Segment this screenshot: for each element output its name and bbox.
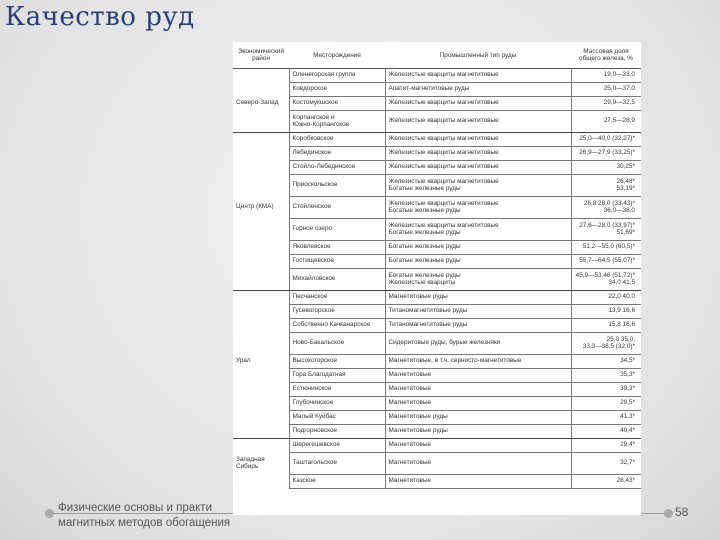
- iron-fraction-cell: 26,8 28,0 (33,43)* 36,0—38,0: [571, 197, 641, 219]
- iron-fraction-cell: 25,0—40,0 (32,27)*: [571, 133, 641, 147]
- ore-type-cell: Железистые кварциты магнетитовые: [385, 69, 571, 83]
- iron-fraction-cell: 34,5*: [571, 355, 641, 369]
- deposit-cell: Гостищевское: [289, 255, 385, 269]
- ore-type-cell: Апатит-магнетитовые руды: [385, 83, 571, 97]
- deposit-cell: Ковдорское: [289, 83, 385, 97]
- table-row: [233, 355, 641, 369]
- iron-fraction-cell: 25,0—37,0: [571, 83, 641, 97]
- region-cell: [233, 305, 289, 319]
- deposit-cell: Яковлевское: [289, 241, 385, 255]
- header-iron-fraction: Массовая доля общего железа, %: [571, 44, 641, 69]
- iron-fraction-cell: 27,5—28,9: [571, 111, 641, 133]
- deposit-cell: Подгорновское: [289, 425, 385, 439]
- ore-type-cell: Магнетитовые руды: [385, 425, 571, 439]
- region-cell: [233, 383, 289, 397]
- iron-fraction-cell: 29,4*: [571, 439, 641, 453]
- table-row: [233, 241, 641, 255]
- iron-fraction-cell: 29,9—32,5: [571, 97, 641, 111]
- region-cell: [233, 269, 289, 291]
- iron-fraction-cell: 41,3*: [571, 411, 641, 425]
- iron-fraction-cell: 15,8 16,6: [571, 319, 641, 333]
- deposit-cell: Стойленское: [289, 197, 385, 219]
- ore-type-cell: Магнетитовые: [385, 453, 571, 475]
- ore-type-cell: Магнетитовые: [385, 369, 571, 383]
- region-cell: [233, 319, 289, 333]
- table-row: [233, 197, 641, 219]
- iron-fraction-cell: 35,3*: [571, 369, 641, 383]
- ore-type-cell: Железистые кварциты магнетитовые Богатые железные руды: [385, 197, 571, 219]
- table-row: [233, 133, 641, 147]
- table-row: [233, 147, 641, 161]
- header-region: Экономический район: [233, 44, 289, 69]
- table-row: [233, 425, 641, 439]
- iron-fraction-cell: 13,9 16,6: [571, 305, 641, 319]
- table-row: [233, 69, 641, 83]
- table-row: [233, 333, 641, 355]
- table-row: [233, 453, 641, 475]
- iron-fraction-cell: 26,9—27,9 (33,25)*: [571, 147, 641, 161]
- ore-type-cell: Железистые кварциты магнетитовые Богатые железные руды: [385, 219, 571, 241]
- table-row: [233, 305, 641, 319]
- deposit-cell: Песчанское: [289, 291, 385, 305]
- region-cell: [233, 369, 289, 383]
- footer-bullet-right: [664, 509, 673, 518]
- region-cell: [233, 397, 289, 411]
- region-cell: Центр (КМА): [233, 197, 289, 219]
- ore-quality-table: [233, 44, 641, 489]
- region-cell: [233, 439, 289, 453]
- ore-type-cell: Железистые кварциты магнетитовые: [385, 161, 571, 175]
- table-row: [233, 439, 641, 453]
- table-row: [233, 219, 641, 241]
- region-cell: [233, 147, 289, 161]
- iron-fraction-cell: 26,48* 53,19*: [571, 175, 641, 197]
- deposit-cell: Глубочинское: [289, 397, 385, 411]
- iron-fraction-cell: 55,7—64,5 (55,07)*: [571, 255, 641, 269]
- table-header-row: [233, 44, 641, 69]
- table-scan: [233, 42, 641, 515]
- region-cell: [233, 255, 289, 269]
- deposit-cell: Коробковское: [289, 133, 385, 147]
- table-row: [233, 291, 641, 305]
- deposit-cell: Ново-Бакальское: [289, 333, 385, 355]
- region-cell: [233, 425, 289, 439]
- iron-fraction-cell: 19,0—33,0: [571, 69, 641, 83]
- iron-fraction-cell: 30,25*: [571, 161, 641, 175]
- iron-fraction-cell: 29,5*: [571, 397, 641, 411]
- ore-type-cell: Железистые кварциты магнетитовые: [385, 111, 571, 133]
- iron-fraction-cell: 28,43*: [571, 475, 641, 489]
- region-cell: Западная Сибирь: [233, 453, 289, 475]
- region-cell: [233, 241, 289, 255]
- region-cell: [233, 175, 289, 197]
- ore-type-cell: Железистые кварциты магнетитовые: [385, 97, 571, 111]
- table-row: [233, 111, 641, 133]
- region-cell: [233, 69, 289, 83]
- ore-type-cell: Титаномагнетитовые руды: [385, 305, 571, 319]
- deposit-cell: Костомукшское: [289, 97, 385, 111]
- region-cell: Урал: [233, 355, 289, 369]
- ore-type-cell: Богатые железные руды: [385, 255, 571, 269]
- deposit-cell: Высокогорское: [289, 355, 385, 369]
- deposit-cell: Казское: [289, 475, 385, 489]
- iron-fraction-cell: 45,9—53,46 (51,72)* 34,0 41,5: [571, 269, 641, 291]
- iron-fraction-cell: 32,7*: [571, 453, 641, 475]
- region-cell: [233, 475, 289, 489]
- iron-fraction-cell: 39,3*: [571, 383, 641, 397]
- ore-type-cell: Магнетитовые руды: [385, 291, 571, 305]
- ore-type-cell: Сидеритовые руды; бурые железняки: [385, 333, 571, 355]
- footer-caption-line-2: магнитных методов обогащения: [58, 517, 231, 529]
- header-deposit: Месторождение: [289, 44, 385, 69]
- table-row: [233, 97, 641, 111]
- ore-type-cell: Магнетитовые: [385, 475, 571, 489]
- page-number: 58: [675, 505, 689, 519]
- table-row: [233, 255, 641, 269]
- table-row: [233, 175, 641, 197]
- deposit-cell: Гора Благодатная: [289, 369, 385, 383]
- ore-type-cell: Железистые кварциты магнетитовые: [385, 133, 571, 147]
- slide-title: Качество руд: [5, 2, 195, 32]
- table-row: [233, 397, 641, 411]
- region-cell: [233, 133, 289, 147]
- ore-type-cell: Магнетитовые руды: [385, 411, 571, 425]
- deposit-cell: Малый Куйбас: [289, 411, 385, 425]
- iron-fraction-cell: 25,0 35,0, 33,3—38,5 (32,0)*: [571, 333, 641, 355]
- deposit-cell: Лебединское: [289, 147, 385, 161]
- region-cell: [233, 219, 289, 241]
- ore-type-cell: Железистые кварциты магнетитовые Богатые железные руды: [385, 175, 571, 197]
- ore-type-cell: Богатые железные руды Железистые кварциты: [385, 269, 571, 291]
- iron-fraction-cell: 27,6—28,0 (33,97)* 51,69*: [571, 219, 641, 241]
- table-row: [233, 269, 641, 291]
- deposit-cell: Гусевогорское: [289, 305, 385, 319]
- ore-type-cell: Титаномагнетитовые руды: [385, 319, 571, 333]
- deposit-cell: Горное озеро: [289, 219, 385, 241]
- footer-caption-line-1: Физические основы и практи: [58, 502, 212, 514]
- ore-type-cell: Богатые железные руды: [385, 241, 571, 255]
- region-cell: [233, 111, 289, 133]
- deposit-cell: Естюнинское: [289, 383, 385, 397]
- region-cell: [233, 161, 289, 175]
- deposit-cell: Таштагольское: [289, 453, 385, 475]
- table-row: [233, 383, 641, 397]
- region-cell: [233, 333, 289, 355]
- ore-type-cell: Магнетитовые, в т.ч. сернисто-магнетитовые: [385, 355, 571, 369]
- deposit-cell: Корпангское и Южно-Корпангское: [289, 111, 385, 133]
- region-cell: Северо-Запад: [233, 97, 289, 111]
- deposit-cell: Шерегешевское: [289, 439, 385, 453]
- deposit-cell: Оленегорская группа: [289, 69, 385, 83]
- table-row: [233, 161, 641, 175]
- region-cell: [233, 83, 289, 97]
- table-row: [233, 411, 641, 425]
- iron-fraction-cell: 51,2—55,0 (60,5)*: [571, 241, 641, 255]
- footer-caption: [58, 501, 234, 531]
- deposit-cell: Собственно Качканарское: [289, 319, 385, 333]
- iron-fraction-cell: 22,0 40,0: [571, 291, 641, 305]
- region-cell: [233, 411, 289, 425]
- table-row: [233, 475, 641, 489]
- deposit-cell: Стойло-Лебединское: [289, 161, 385, 175]
- table-row: [233, 83, 641, 97]
- deposit-cell: Приоскольское: [289, 175, 385, 197]
- ore-type-cell: Железистые кварциты магнетитовые: [385, 147, 571, 161]
- region-cell: [233, 291, 289, 305]
- header-ore-type: Промышленный тип руды: [385, 44, 571, 69]
- ore-type-cell: Магнетитовые: [385, 439, 571, 453]
- ore-type-cell: Магнетитовые: [385, 383, 571, 397]
- ore-type-cell: Магнетитовые: [385, 397, 571, 411]
- table-row: [233, 319, 641, 333]
- deposit-cell: Михайловское: [289, 269, 385, 291]
- iron-fraction-cell: 40,4*: [571, 425, 641, 439]
- table-row: [233, 369, 641, 383]
